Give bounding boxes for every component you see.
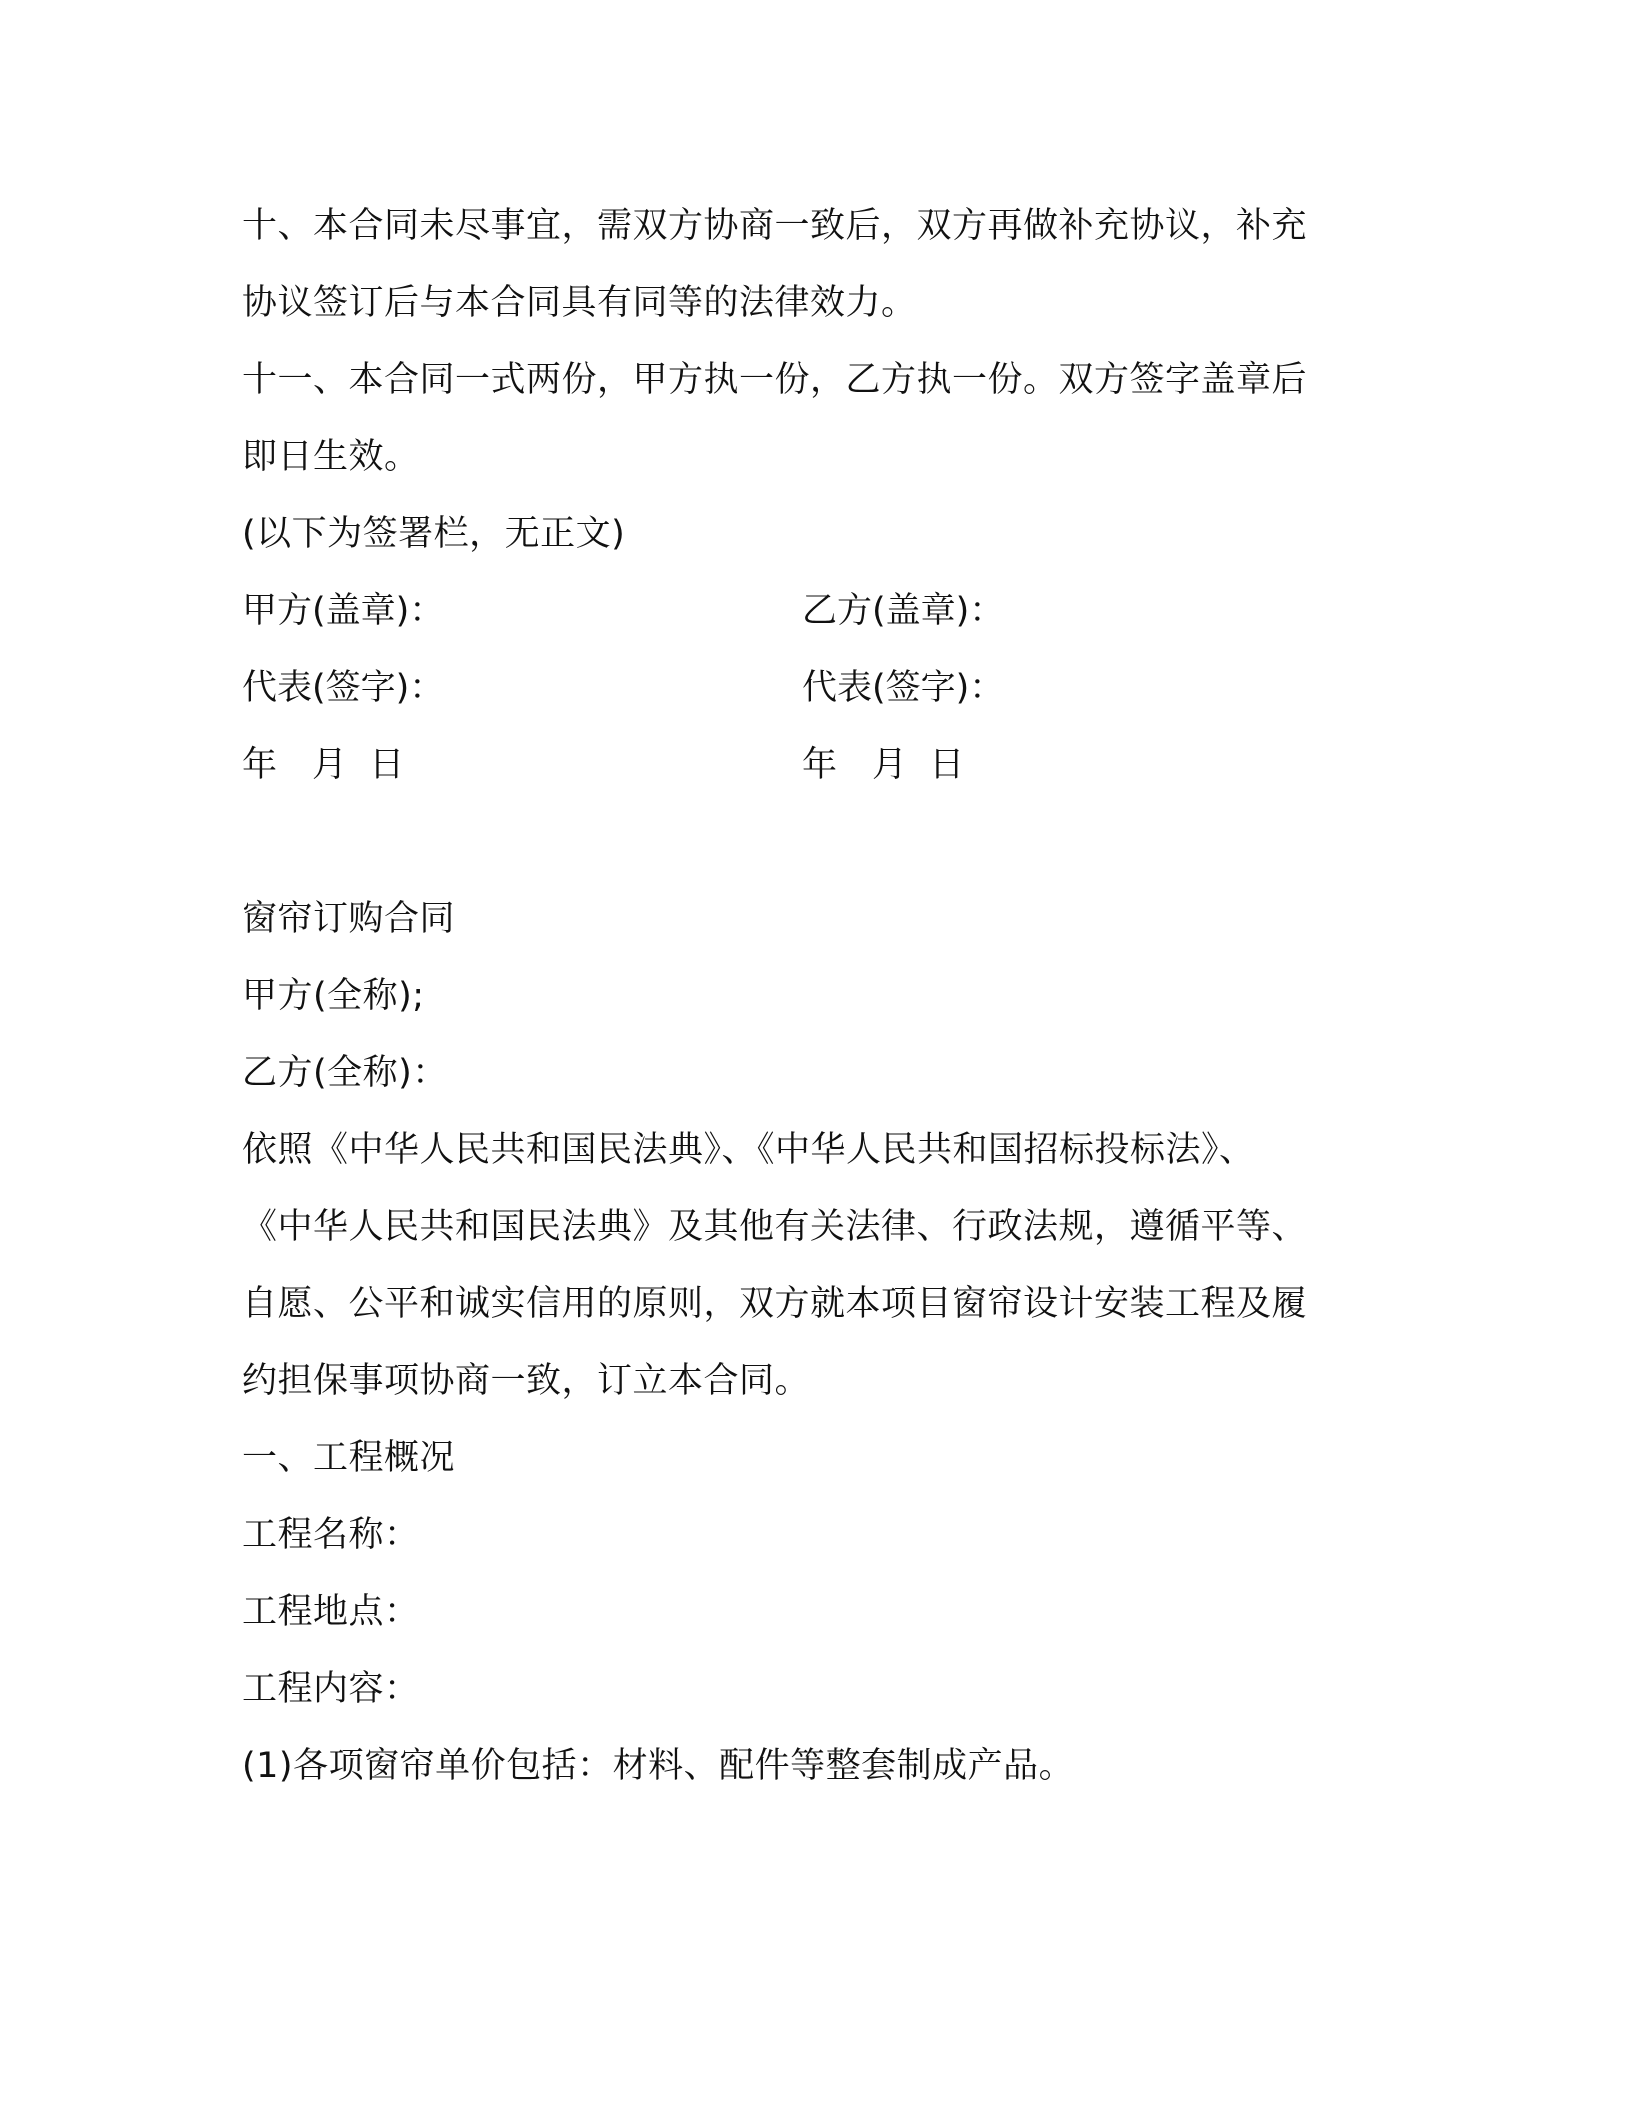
section-spacer: [242, 804, 1372, 881]
party-a-date-label: 年 月 日: [242, 745, 405, 785]
section-1-heading: 一、工程概况: [242, 1438, 456, 1478]
preamble-line-3: 自愿、公平和诚实信用的原则，双方就本项目窗帘设计安装工程及履: [242, 1284, 1308, 1324]
clause-ten-line-1: 十、本合同未尽事宜，需双方协商一致后，双方再做补充协议，补充: [242, 206, 1308, 246]
clause-eleven-line-1: 十一、本合同一式两份，甲方执一份，乙方执一份。双方签字盖章后: [242, 360, 1308, 400]
contract-title: 窗帘订购合同: [242, 899, 456, 939]
preamble-line-2: 《中华人民共和国民法典》及其他有关法律、行政法规，遵循平等、: [242, 1207, 1308, 1247]
signature-rep-row: [242, 650, 1372, 727]
party-b-date-label: 年 月 日: [802, 745, 965, 785]
project-name-label: 工程名称：: [242, 1515, 420, 1555]
document-body: [242, 188, 1372, 1805]
preamble-line-1: 依照《中华人民共和国民法典》、《中华人民共和国招标投标法》、: [242, 1130, 1255, 1170]
signature-date-row: [242, 727, 1372, 804]
clause-eleven-line-2: 即日生效。: [242, 437, 420, 477]
item-1-text: (1)各项窗帘单价包括：材料、配件等整套制成产品。: [242, 1746, 1075, 1786]
clause-ten-line-2: 协议签订后与本合同具有同等的法律效力。: [242, 283, 917, 323]
party-b-seal-label: 乙方(盖章)：: [802, 591, 1005, 631]
preamble-line-4: 约担保事项协商一致，订立本合同。: [242, 1361, 811, 1401]
signature-note: (以下为签署栏，无正文): [242, 514, 626, 554]
project-content-label: 工程内容：: [242, 1669, 420, 1709]
party-b-fullname-label: 乙方(全称)：: [242, 1053, 448, 1093]
party-a-fullname-label: 甲方(全称);: [242, 976, 425, 1016]
signature-seal-row: [242, 573, 1372, 650]
project-location-label: 工程地点：: [242, 1592, 420, 1632]
party-a-rep-label: 代表(签字)：: [242, 668, 445, 708]
party-a-seal-label: 甲方(盖章)：: [242, 591, 445, 631]
party-b-rep-label: 代表(签字)：: [802, 668, 1005, 708]
